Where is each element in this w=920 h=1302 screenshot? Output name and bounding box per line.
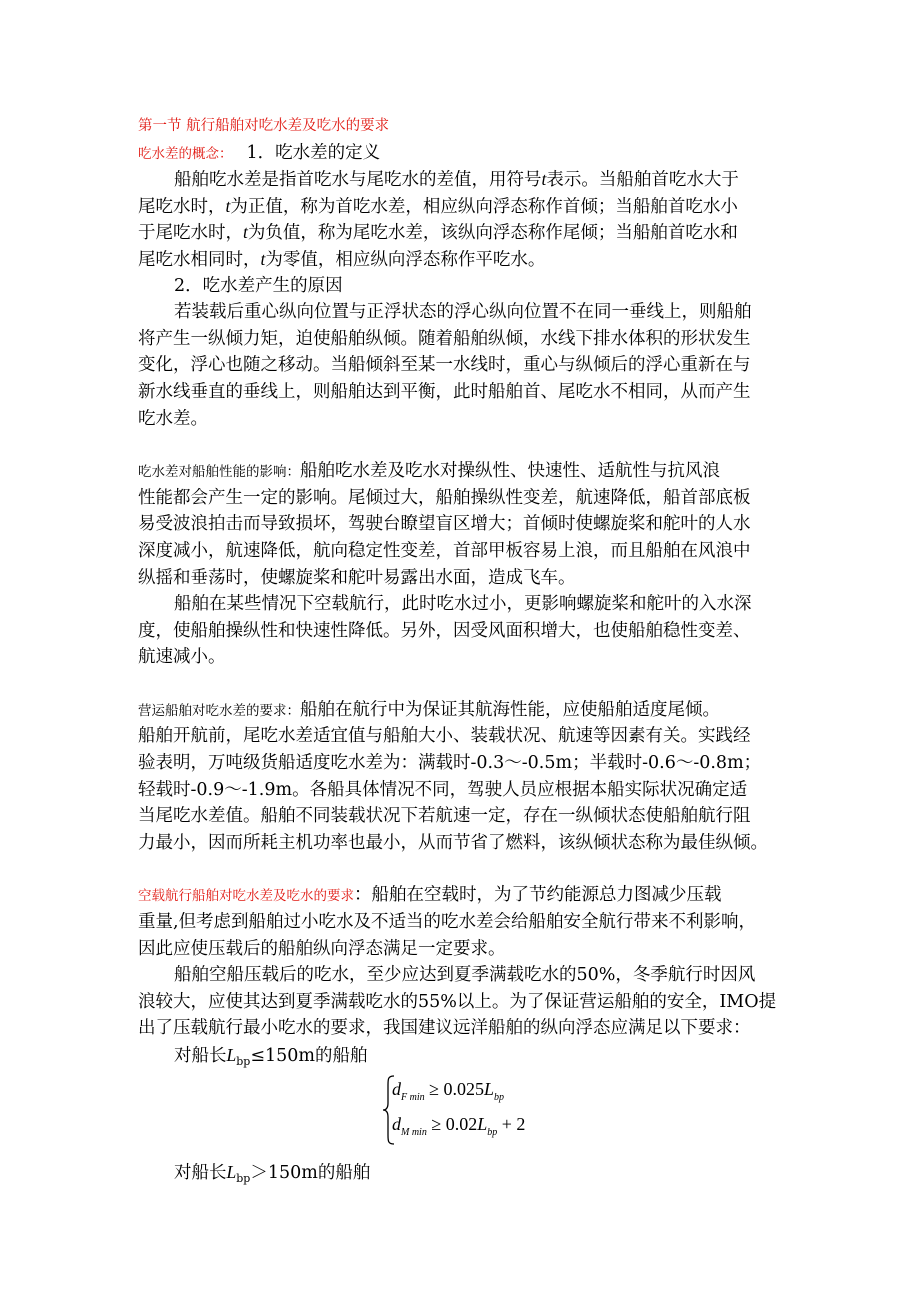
item2-heading: 2．吃水差产生的原因	[174, 275, 343, 296]
operating-label: 营运船舶对吃水差的要求：	[138, 702, 300, 719]
ballast-label: 空载航行船舶对吃水差及吃水的要求	[138, 888, 354, 905]
def-line-1: 船舶吃水差是指首吃水与尾吃水的差值，用符号t表示。当船舶首吃水大于	[174, 169, 739, 191]
ballast-line: 重量,但考虑到船舶过小吃水及不适当的吃水差会给船舶安全航行带来不利影响，	[138, 912, 757, 933]
cause-line: 吃水差。	[138, 408, 208, 429]
def-line-3: 于尾吃水时，t为负值，称为尾吃水差，该纵向浮态称作尾倾；当船舶首吃水和	[138, 222, 738, 244]
influence-line: 深度减小，航速降低，航向稳定性变差，首部甲板容易上浪，而且船舶在风浪中	[138, 540, 751, 561]
paragraph-gap	[138, 432, 788, 458]
influence-line: 纵摇和垂荡时，使螺旋桨和舵叶易露出水面，造成飞车。	[138, 567, 576, 588]
influence-line: 性能都会产生一定的影响。尾倾过大，船舶操纵性变差，航速降低，船首部底板	[138, 487, 751, 508]
cause-line: 变化，浮心也随之移动。当船倾斜至某一水线时，重心与纵倾后的浮心重新在与	[138, 355, 751, 376]
case2-line: 对船长$L_{bp}>150m$的船舶	[174, 1161, 371, 1185]
item1-heading: 1．吃水差的定义	[246, 142, 381, 163]
formula-line-mid: $d_{M min} \ge 0.02L_{bp} + 2$	[392, 1113, 526, 1138]
ballast-line: 因此应使压载后的船舶纵向浮态满足一定要求。	[138, 938, 506, 959]
paragraph-gap	[138, 671, 788, 697]
document-body	[138, 113, 788, 1185]
influence-label: 吃水差对船舶性能的影响：	[138, 464, 300, 481]
def-line-4: 尾吃水相同时，t为零值，相应纵向浮态称作平吃水。	[138, 248, 546, 270]
cause-line: 将产生一纵倾力矩，迫使船舶纵倾。随着船舶纵倾，水线下排水体积的形状发生	[138, 328, 751, 349]
ballast-first-line: 空载航行船舶对吃水差及吃水的要求：船舶在空载时，为了节约能源总力图减少压载	[138, 885, 722, 906]
ballast-p2-line: 浪较大，应使其达到夏季满载吃水的55%以上。为了保证营运船舶的安全，IMO提	[138, 991, 777, 1012]
symbol-t: t	[541, 169, 547, 190]
operating-line: 当尾吃水差值。船舶不同装载状况下若航速一定，存在一纵倾状态使船舶航行阻	[138, 806, 751, 827]
cause-line: 若装载后重心纵向位置与正浮状态的浮心纵向位置不在同一垂线上，则船舶	[174, 302, 752, 323]
operating-line: 船舶开航前，尾吃水差适宜值与船舶大小、装载状况、航速等因素有关。实践经	[138, 726, 751, 747]
concept-label: 吃水差的概念：	[138, 145, 233, 162]
influence-line: 易受波浪拍击而导致损坏，驾驶台瞭望盲区增大；首倾时使螺旋桨和舵叶的人水	[138, 514, 751, 535]
influence-first-line: 吃水差对船舶性能的影响：船舶吃水差及吃水对操纵性、快速性、适航性与抗风浪	[138, 461, 720, 482]
influence-p2-line: 度，使船舶操纵性和快速性降低。另外，因受风面积增大，也使船舶稳性变差、	[138, 620, 751, 641]
formula-line-fore: $d_{F min} \ge 0.025L_{bp}$	[392, 1078, 505, 1103]
def-line-2: 尾吃水时，t为正值，称为首吃水差，相应纵向浮态称作首倾；当船舶首吃水小	[138, 195, 738, 217]
operating-line: 力最小，因而所耗主机功率也最小，从而节省了燃料，该纵倾状态称为最佳纵倾。	[138, 832, 768, 853]
paragraph-gap	[138, 856, 788, 882]
case1-line: 对船长$L_{bp}\le 150m$的船舶	[174, 1045, 368, 1068]
operating-first-line: 营运船舶对吃水差的要求：船舶在航行中为保证其航海性能，应使船舶适度尾倾。	[138, 699, 720, 720]
draft-formula	[138, 1073, 788, 1153]
influence-p2-line: 航速减小。	[138, 647, 226, 668]
cause-line: 新水线垂直的垂线上，则船舶达到平衡，此时船舶首、尾吃水不相同，从而产生	[138, 381, 751, 402]
ballast-p2-line: 船舶空船压载后的吃水，至少应达到夏季满载吃水的50%，冬季航行时因风	[174, 965, 756, 986]
operating-line: 验表明，万吨级货船适度吃水差为：满载时-0.3～-0.5m；半载时-0.6～-0.8m；	[138, 753, 762, 774]
concept-heading-line	[138, 140, 788, 167]
ballast-p2-line: 出了压载航行最小吃水的要求，我国建议远洋船舶的纵向浮态应满足以下要求：	[138, 1018, 751, 1039]
section-heading: 第一节 航行船舶对吃水差及吃水的要求	[138, 118, 390, 134]
operating-line: 轻载时-0.9～-1.9m。各船具体情况不同，驾驶人员应根据本船实际状况确定适	[138, 779, 748, 800]
influence-p2-line: 船舶在某些情况下空载航行，此时吃水过小，更影响螺旋桨和舵叶的入水深	[174, 594, 752, 615]
